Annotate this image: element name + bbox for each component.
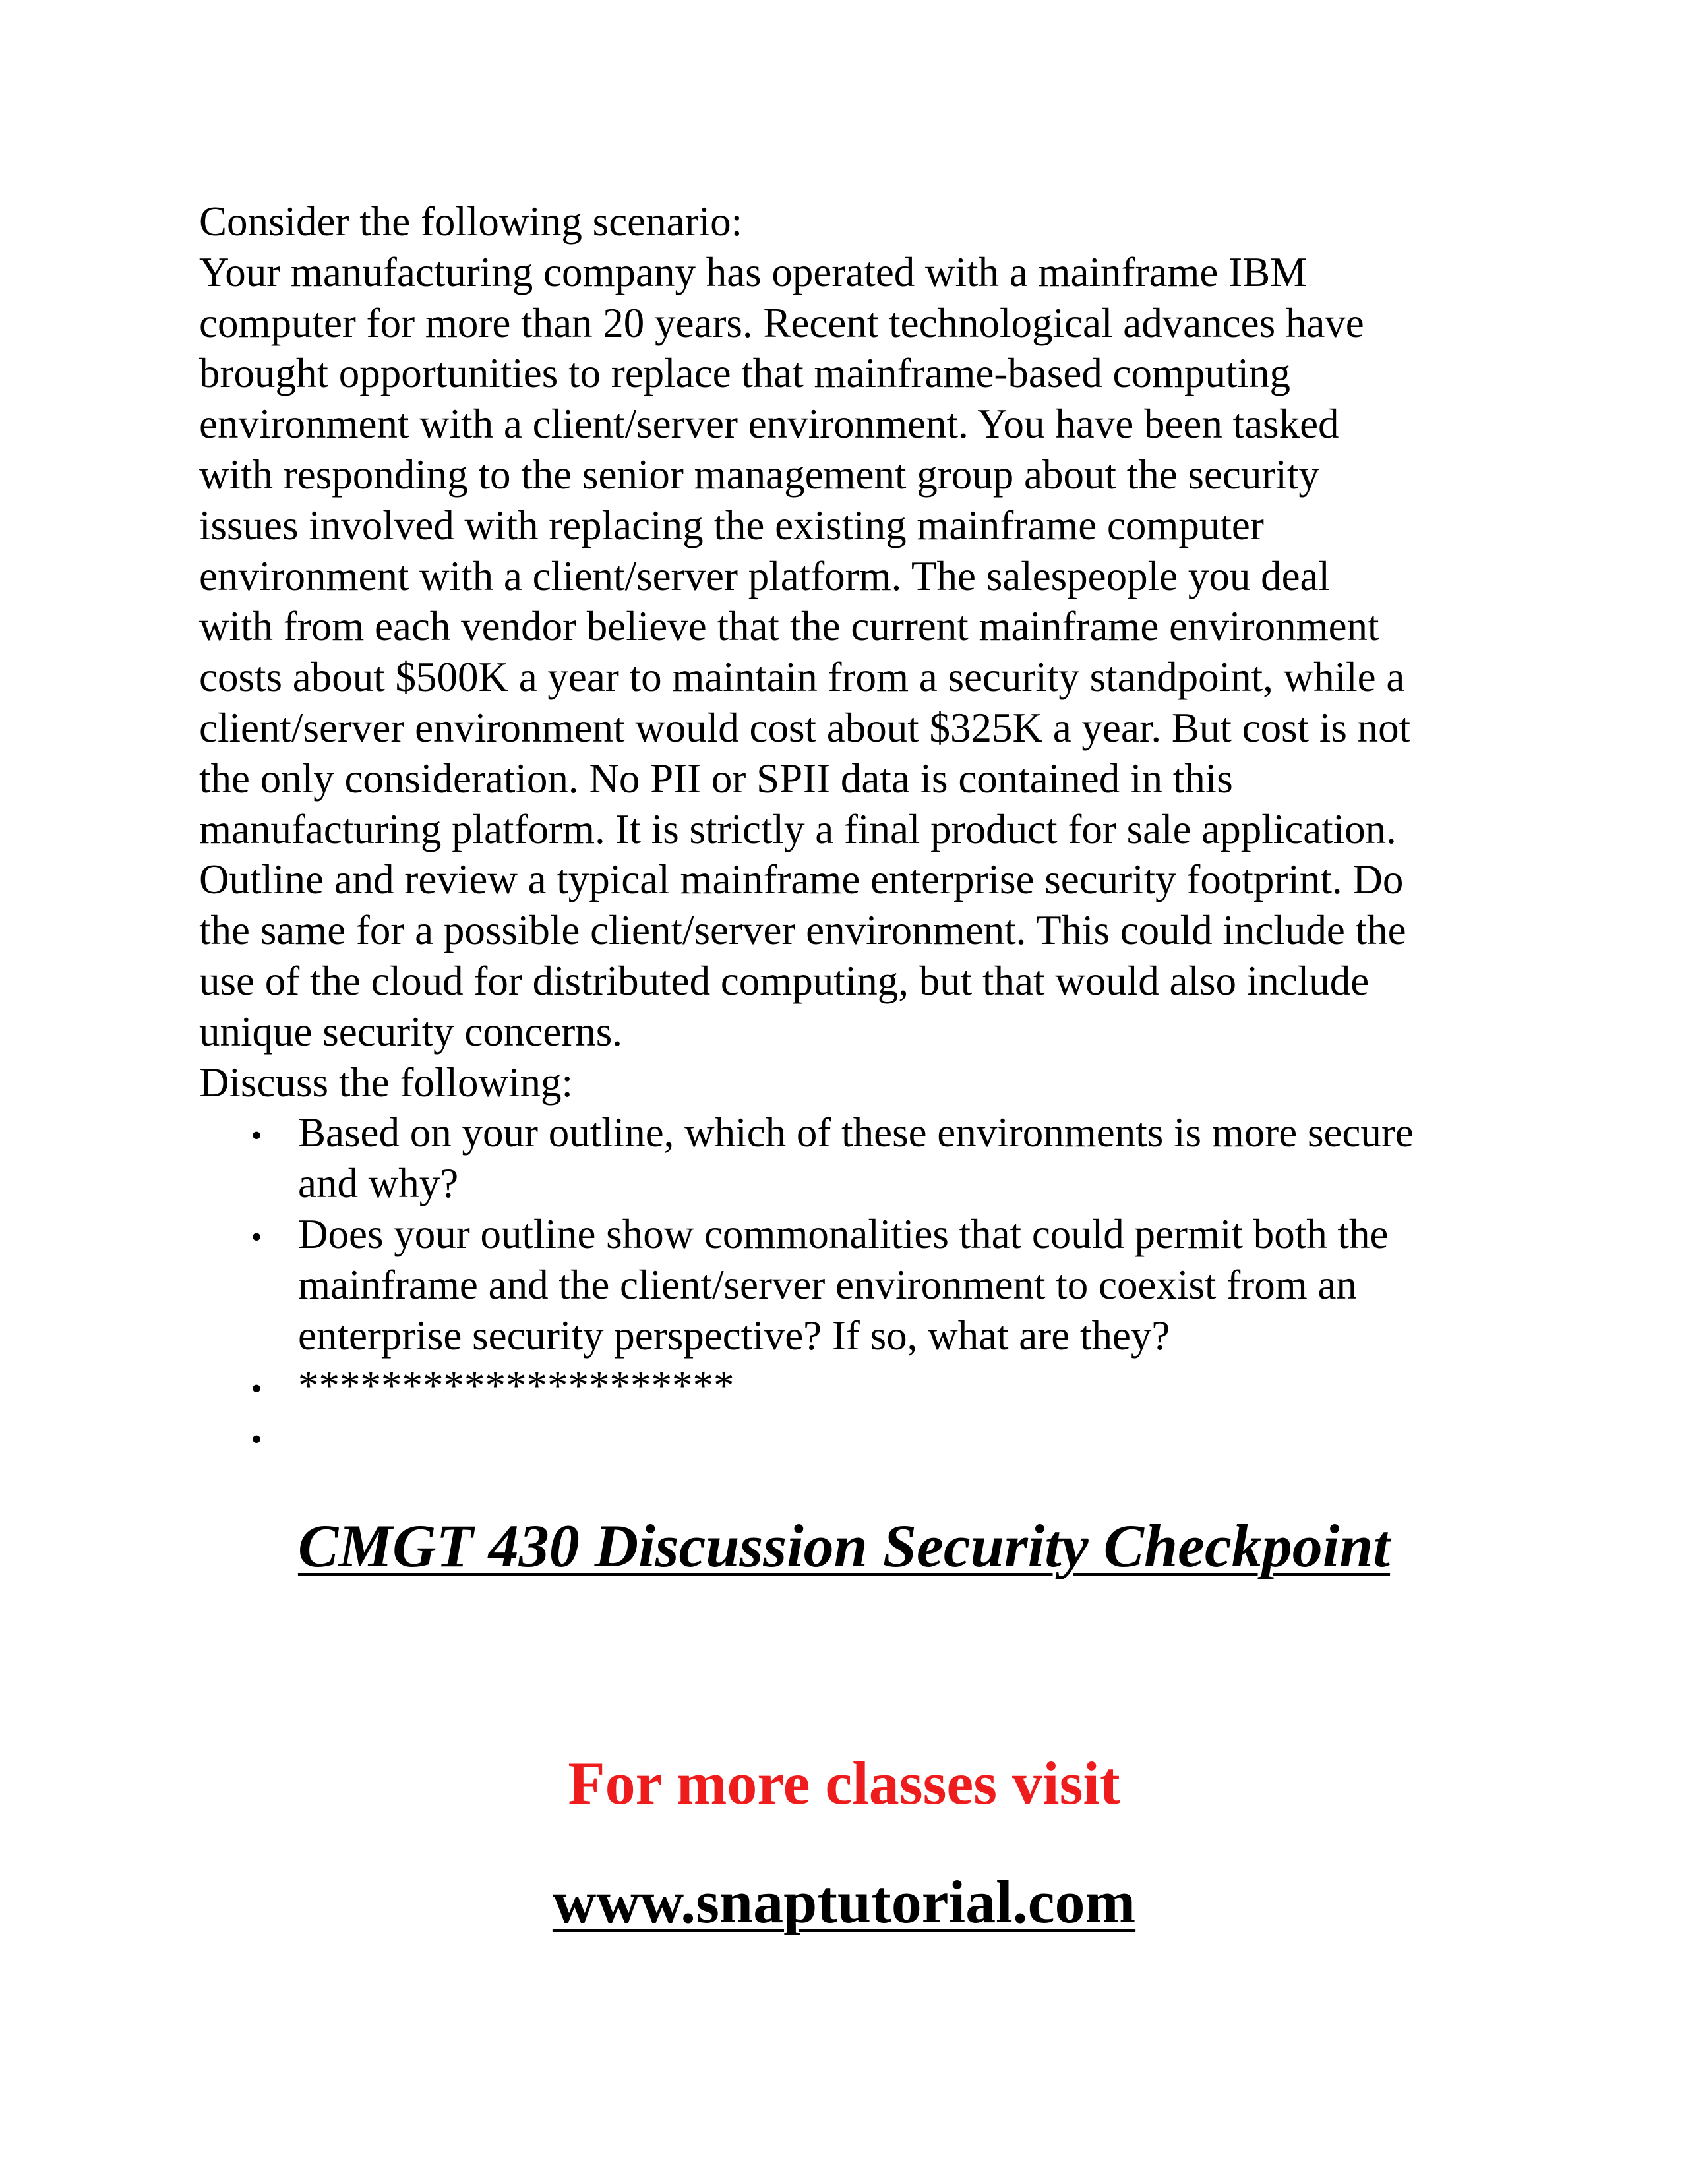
intro-line: computer for more than 20 years. Recent technological advances have: [199, 299, 1364, 346]
intro-line: use of the cloud for distributed computing, but that would also include: [199, 957, 1370, 1004]
promo-text: For more classes visit: [568, 1750, 1120, 1817]
list-item-line: enterprise security perspective? If so, what are they?: [298, 1312, 1170, 1359]
list-item: [199, 1361, 1518, 1411]
list-item: [199, 1107, 1518, 1209]
list-item-line: Based on your outline, which of these environments is more secure: [298, 1109, 1414, 1156]
list-item-line: Does your outline show commonalities that could permit both the: [298, 1210, 1389, 1257]
intro-line: environment with a client/server environment. You have been tasked: [199, 401, 1339, 448]
list-item-line: and why?: [298, 1160, 459, 1207]
intro-line: brought opportunities to replace that mainframe-based computing: [199, 350, 1291, 397]
discussion-list: [199, 1107, 1518, 1462]
promo-link[interactable]: www.snaptutorial.com: [552, 1868, 1136, 1935]
asterisk-separator: *********************: [298, 1363, 735, 1409]
scenario-text: [199, 196, 1518, 1462]
intro-line: unique security concerns.: [199, 1008, 623, 1055]
bullet-icon: •: [251, 1371, 262, 1407]
intro-line: the same for a possible client/server environment. This could include the: [199, 907, 1406, 954]
intro-line: costs about $500K a year to maintain from a security standpoint, while a: [199, 654, 1405, 701]
intro-line: with from each vendor believe that the current mainframe environment: [199, 603, 1379, 650]
bullet-icon: •: [251, 1219, 262, 1254]
intro-line: environment with a client/server platform. The salespeople you deal: [199, 552, 1331, 599]
intro-line: Your manufacturing company has operated with a mainframe IBM: [199, 249, 1308, 295]
intro-line: the only consideration. No PII or SPII data is contained in this: [199, 755, 1233, 802]
intro-line: Consider the following scenario:: [199, 198, 743, 245]
intro-line: Outline and review a typical mainframe enterprise security footprint. Do: [199, 856, 1404, 903]
intro-line: issues involved with replacing the existing mainframe computer: [199, 502, 1264, 548]
list-item-line: mainframe and the client/server environment to coexist from an: [298, 1261, 1357, 1308]
intro-line: manufacturing platform. It is strictly a final product for sale application.: [199, 806, 1397, 852]
intro-line: with responding to the senior management group about the security: [199, 451, 1319, 498]
list-item: [199, 1411, 1518, 1462]
list-item: [199, 1209, 1518, 1361]
intro-line: client/server environment would cost about $325K a year. But cost is not: [199, 704, 1411, 751]
bullet-icon: •: [251, 1118, 262, 1154]
bullet-icon: •: [251, 1422, 262, 1458]
intro-line: Discuss the following:: [199, 1059, 573, 1106]
course-heading: CMGT 430 Discussion Security Checkpoint: [297, 1512, 1391, 1579]
